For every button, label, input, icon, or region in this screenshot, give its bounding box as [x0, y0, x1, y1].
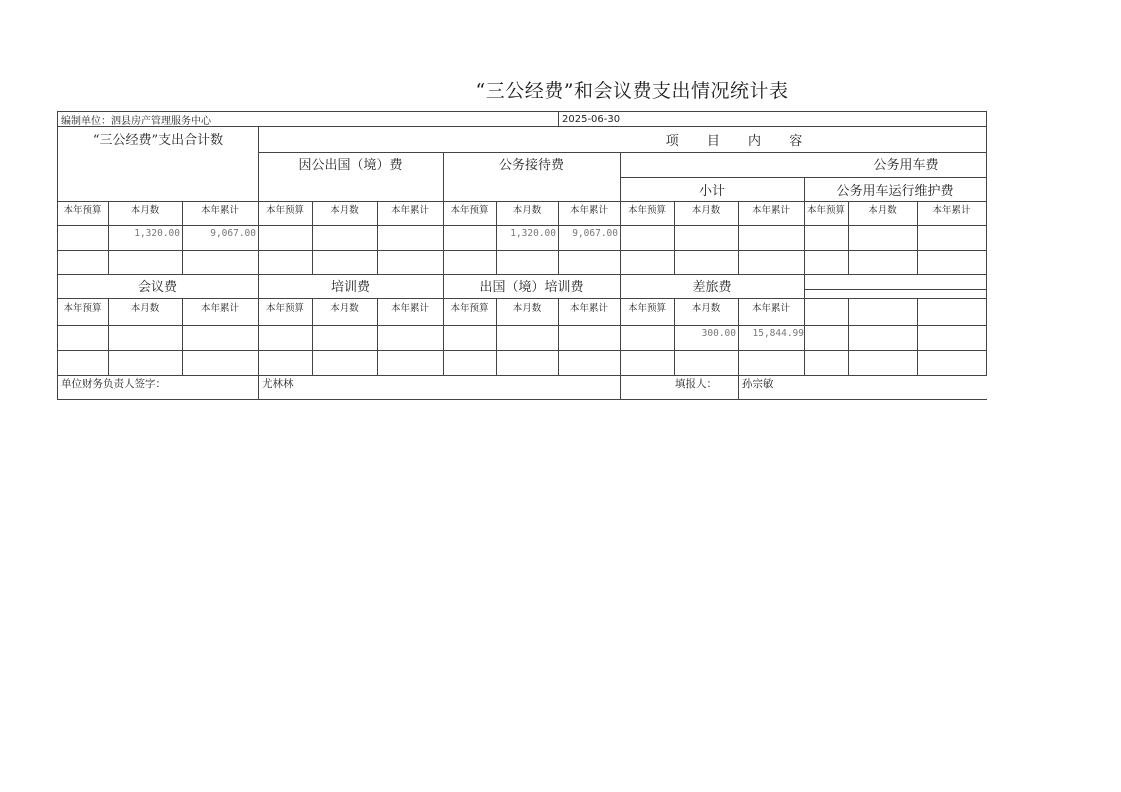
col-header-annual-budget: 本年预算	[450, 302, 489, 314]
filler-label: 填报人：	[675, 377, 717, 390]
travel-ytd-value: 15,844.99	[752, 327, 804, 339]
col-header-ytd: 本年累计	[751, 302, 790, 314]
training-header: 培训费	[330, 279, 370, 295]
col-header-annual-budget: 本年预算	[63, 204, 102, 216]
col-header-ytd: 本年累计	[932, 204, 971, 216]
col-header-annual-budget: 本年预算	[806, 204, 845, 216]
col-header-this-month: 本月数	[512, 204, 542, 216]
col-header-ytd: 本年累计	[569, 302, 608, 314]
col-header-annual-budget: 本年预算	[627, 302, 666, 314]
col-header-annual-budget: 本年预算	[450, 204, 489, 216]
abroad-training-header: 出国（境）培训费	[479, 279, 584, 295]
vehicle-maintenance-header: 公务用车运行维护费	[836, 183, 954, 199]
vehicle-subtotal-header: 小计	[698, 183, 725, 199]
filler-name: 孙宗敏	[742, 377, 774, 390]
table-border	[848, 298, 849, 375]
table-border	[986, 111, 987, 376]
org-label: 编制单位：泗县房产管理服务中心	[61, 115, 211, 126]
table-border	[443, 152, 444, 375]
col-header-annual-budget: 本年预算	[265, 302, 304, 314]
col-header-ytd: 本年累计	[390, 302, 429, 314]
col-header-this-month: 本月数	[512, 302, 542, 314]
items-header: 项 目 内 容	[665, 133, 815, 149]
col-header-ytd: 本年累计	[569, 204, 608, 216]
meeting-header: 会议费	[137, 279, 177, 295]
col-header-this-month: 本月数	[330, 302, 359, 314]
abroad-header: 因公出国（境）费	[298, 157, 403, 173]
finance-signer-name: 尤林林	[262, 377, 294, 390]
reception-header: 公务接待费	[498, 157, 564, 173]
total-header: “三公经费”支出合计数	[92, 132, 224, 148]
col-header-ytd: 本年累计	[390, 204, 429, 216]
col-header-this-month: 本月数	[330, 204, 359, 216]
col-header-this-month: 本月数	[130, 302, 160, 314]
col-header-annual-budget: 本年预算	[265, 204, 304, 216]
col-header-this-month: 本月数	[691, 302, 721, 314]
reception-this-month-value: 1,320.00	[510, 227, 556, 239]
col-header-annual-budget: 本年预算	[63, 302, 102, 314]
reception-ytd-value: 9,067.00	[572, 227, 618, 239]
total-this-month-value: 1,320.00	[134, 227, 180, 239]
col-header-ytd: 本年累计	[751, 204, 790, 216]
total-ytd-value: 9,067.00	[210, 227, 256, 239]
col-header-ytd: 本年累计	[200, 302, 239, 314]
table-border	[804, 289, 986, 290]
table-border	[917, 298, 918, 375]
col-header-this-month: 本月数	[868, 204, 897, 216]
table-border	[57, 111, 58, 399]
travel-header: 差旅费	[692, 279, 732, 295]
finance-signer-label: 单位财务负责人签字：	[61, 377, 166, 390]
report-date: 2025-06-30	[562, 113, 621, 125]
travel-this-month-value: 300.00	[701, 327, 736, 339]
col-header-ytd: 本年累计	[200, 204, 239, 216]
page-title: “三公经费”和会议费支出情况统计表	[475, 80, 789, 102]
table-border	[57, 399, 987, 400]
vehicle-header: 公务用车费	[873, 157, 939, 173]
col-header-this-month: 本月数	[691, 204, 721, 216]
col-header-annual-budget: 本年预算	[627, 204, 666, 216]
col-header-this-month: 本月数	[130, 204, 160, 216]
